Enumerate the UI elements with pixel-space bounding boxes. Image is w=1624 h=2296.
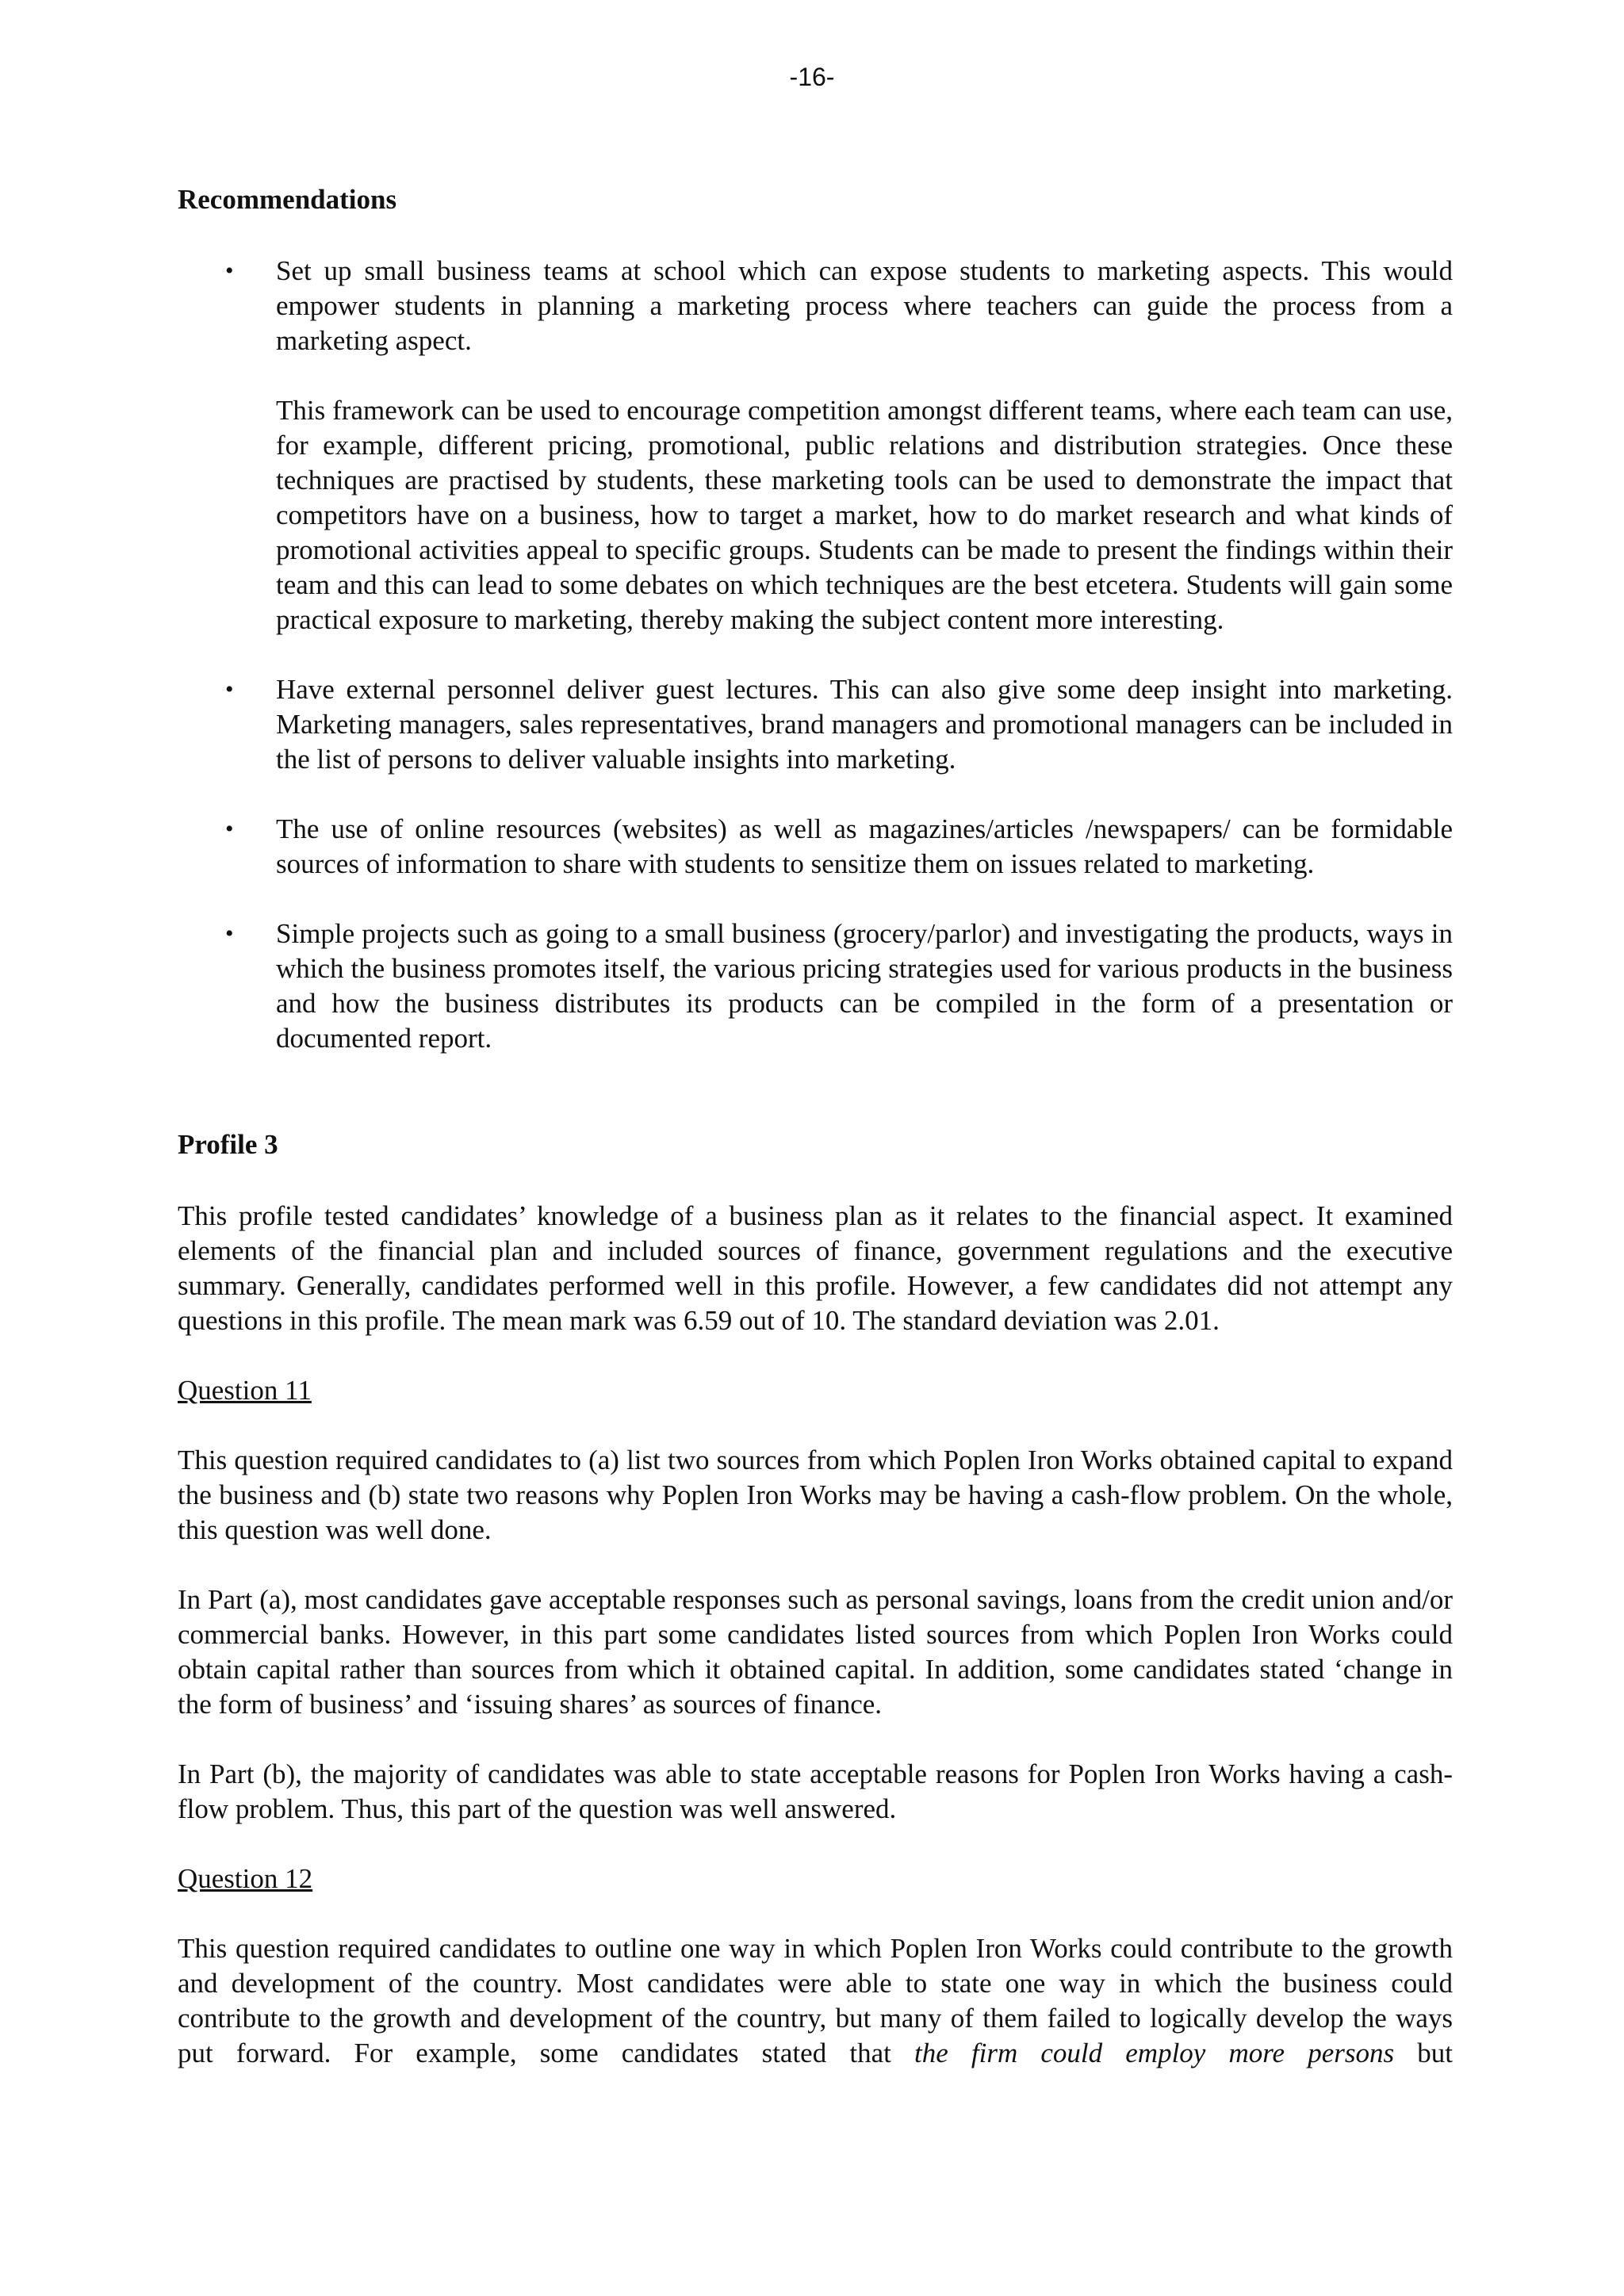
question-12-text-start: This question required candidates to outline one way in which Poplen Iron Works could contribute to the growth and development of the country. Most candidates were able to state one way in which the business could contribute to the growth and development of the country, but many of them failed to logically develop the ways put forward. For example, some candidates stated that [178, 1933, 1453, 2068]
list-item [178, 672, 1453, 777]
recommendation-text: Have external personnel deliver guest lectures. This can also give some deep insight into marketing. Marketing managers, sales representatives, brand managers and promotional managers can be included in the list of persons to deliver valuable insights into marketing. [276, 674, 1453, 775]
profile-3-intro: This profile tested candidates’ knowledge of a business plan as it relates to the financial aspect. It examined elements of the financial plan and included sources of finance, government regulations and the executive summary. Generally, candidates performed well in this profile. However, a few candidates did not attempt any questions in this profile. The mean mark was 6.59 out of 10. The standard deviation was 2.01. [178, 1200, 1453, 1336]
recommendations-heading: Recommendations [178, 184, 397, 215]
bullet-icon: • [225, 676, 234, 702]
question-12-text-end: but [1394, 2038, 1454, 2068]
recommendation-text: Simple projects such as going to a small business (grocery/parlor) and investigating the products, ways in which the business promotes itself, the various pricing strategies used for various products in the business and how the business distributes its products can be compiled in the form of a presentation or documented report. [276, 918, 1453, 1054]
recommendation-text: The use of online resources (websites) as well as magazines/articles /newspapers/ can be formidable sources of information to share with students to sensitize them on issues related to marketing. [276, 813, 1453, 879]
question-11-paragraph-3: In Part (b), the majority of candidates was able to state acceptable reasons for Poplen Iron Works having a cash-flow problem. Thus, this part of the question was well answered. [178, 1758, 1453, 1824]
page-content [178, 182, 1453, 2106]
recommendation-detail: This framework can be used to encourage competition amongst different teams, where each team can use, for example, different pricing, promotional, public relations and distribution strategies. Once these techniques are practised by students, these marketing tools can be used to demonstrate the impact that competitors have on a business, how to target a market, how to do market research and what kinds of promotional activities appeal to specific groups. Students can be made to present the findings within their team and this can lead to some debates on which techniques are the best etcetera. Students will gain some practical exposure to marketing, thereby making the subject content more interesting. [276, 395, 1453, 635]
recommendation-text: Set up small business teams at school which can expose students to marketing aspects. This would empower students in planning a marketing process where teachers can guide the process from a marketing aspect. [276, 255, 1453, 356]
profile-3-heading: Profile 3 [178, 1129, 278, 1160]
question-11-paragraph-1: This question required candidates to (a) list two sources from which Poplen Iron Works obtained capital to expand the business and (b) state two reasons why Poplen Iron Works may be having a cash-flow problem. On the whole, this question was well done. [178, 1445, 1453, 1545]
list-item [178, 916, 1453, 1056]
bullet-icon: • [225, 920, 234, 947]
question-11-paragraph-2: In Part (a), most candidates gave acceptable responses such as personal savings, loans from the credit union and/or commercial banks. However, in this part some candidates listed sources from which Poplen Iron Works could obtain capital rather than sources from which it obtained capital. In addition, some candidates stated ‘change in the form of business’ and ‘issuing shares’ as sources of finance. [178, 1584, 1453, 1720]
list-item [178, 254, 1453, 637]
question-12-title: Question 12 [178, 1863, 313, 1894]
bullet-icon: • [225, 816, 234, 842]
bullet-icon: • [225, 258, 234, 284]
question-12-italic-example: the firm could employ more persons [914, 2038, 1395, 2068]
question-11-title: Question 11 [178, 1375, 312, 1406]
list-item [178, 812, 1453, 882]
recommendations-list [178, 254, 1453, 1056]
question-12-paragraph-1 [178, 1931, 1453, 2071]
page-number: -16- [789, 63, 835, 91]
